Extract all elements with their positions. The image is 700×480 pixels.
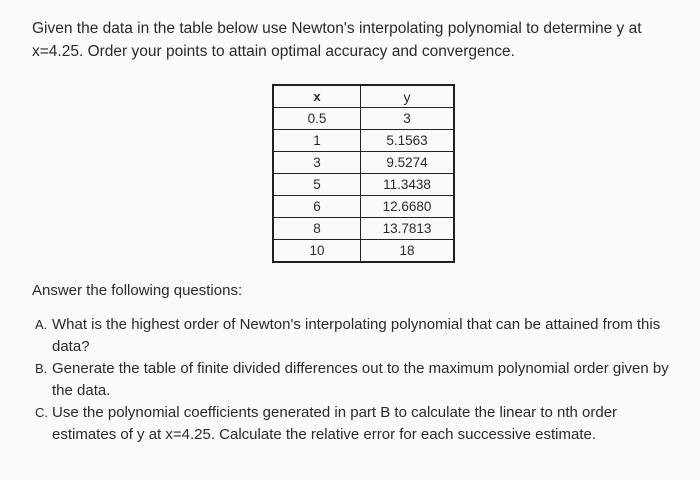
table-row bbox=[273, 108, 454, 130]
data-table bbox=[272, 84, 455, 263]
problem-statement: Given the data in the table below use Newton's interpolating polynomial to determine y at x=4.25. Order your points to attain optimal accuracy and convergence. bbox=[32, 20, 642, 60]
question-text: What is the highest order of Newton's interpolating polynomial that can be attained from this data? bbox=[52, 316, 661, 355]
answers-heading: Answer the following questions: bbox=[32, 282, 243, 299]
cell-y: 13.7813 bbox=[361, 218, 455, 240]
table-row bbox=[273, 152, 454, 174]
question-list bbox=[32, 314, 682, 446]
cell-x: 3 bbox=[273, 152, 361, 174]
column-header-x: x bbox=[273, 85, 361, 108]
question-marker: B. bbox=[35, 361, 48, 376]
table-row bbox=[273, 174, 454, 196]
table-row bbox=[273, 218, 454, 240]
table-header-row bbox=[273, 85, 454, 108]
question-text: Use the polynomial coefficients generated in part B to calculate the linear to nth order estimates of y at x=4.25. Calculate the relative error for each successive estimate. bbox=[52, 404, 618, 443]
question-marker: C. bbox=[35, 405, 48, 420]
cell-x: 0.5 bbox=[273, 108, 361, 130]
cell-y: 3 bbox=[361, 108, 455, 130]
cell-y: 11.3438 bbox=[361, 174, 455, 196]
question-marker: A. bbox=[35, 317, 48, 332]
cell-x: 6 bbox=[273, 196, 361, 218]
question-item bbox=[32, 402, 682, 445]
cell-y: 18 bbox=[361, 240, 455, 263]
table-row bbox=[273, 240, 454, 263]
cell-x: 1 bbox=[273, 130, 361, 152]
question-item bbox=[32, 314, 682, 357]
cell-x: 5 bbox=[273, 174, 361, 196]
cell-y: 12.6680 bbox=[361, 196, 455, 218]
column-header-y: y bbox=[361, 85, 455, 108]
table-row bbox=[273, 196, 454, 218]
question-text: Generate the table of finite divided differences out to the maximum polynomial order given by the data. bbox=[52, 360, 669, 399]
cell-y: 5.1563 bbox=[361, 130, 455, 152]
data-table-container bbox=[272, 84, 455, 263]
question-item bbox=[32, 358, 682, 401]
cell-y: 9.5274 bbox=[361, 152, 455, 174]
table-row bbox=[273, 130, 454, 152]
cell-x: 8 bbox=[273, 218, 361, 240]
cell-x: 10 bbox=[273, 240, 361, 263]
